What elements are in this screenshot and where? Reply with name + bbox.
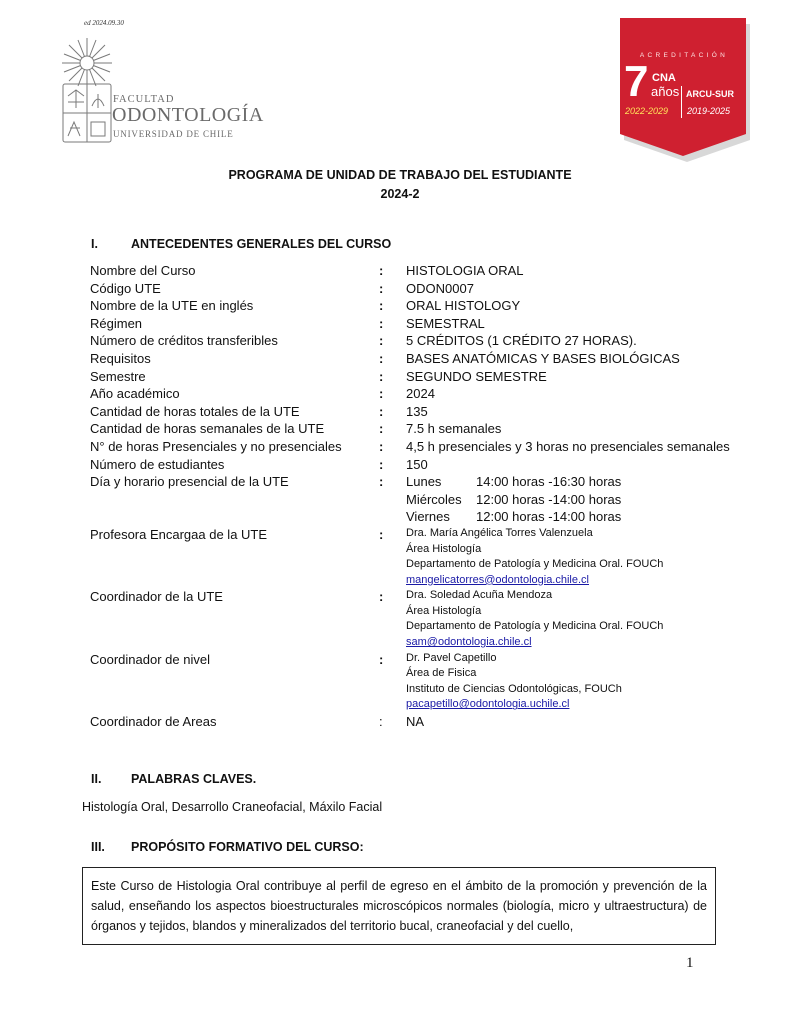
person-details <box>406 651 730 713</box>
info-value: 135 <box>406 403 428 419</box>
info-row-students <box>90 456 730 474</box>
edition-label: ed 2024.09.30 <box>84 19 124 27</box>
person-department: Instituto de Ciencias Odontológicas, FOUCh <box>406 682 622 695</box>
person-name: Dra. María Angélica Torres Valenzuela <box>406 526 593 539</box>
section-3-title: PROPÓSITO FORMATIVO DEL CURSO: <box>131 840 364 854</box>
info-label: Coordinador de nivel <box>90 651 210 667</box>
info-colon: : <box>379 438 384 454</box>
info-colon: : <box>379 714 383 730</box>
document-title: PROGRAMA DE UNIDAD DE TRABAJO DEL ESTUDIANTE <box>228 168 572 182</box>
info-value: NA <box>406 714 425 730</box>
schedule-day: Miércoles <box>406 491 462 507</box>
badge-arcu-period: 2019-2025 <box>687 106 731 116</box>
person-department: Departamento de Patología y Medicina Oral. FOUCh <box>406 620 664 633</box>
purpose-text-box: Este Curso de Histologia Oral contribuye al perfil de egreso en el ámbito de la promoción y prevención de la salud, enseñando los aspectos bioestructurales microscópicos normales (biología, micro y ultraestructura) de órganos y tejidos, blandos y mineralizados del territorio bucal, craneofacial y del cuello, <box>82 867 716 945</box>
info-row-weekly-hours <box>90 420 730 438</box>
person-email-link[interactable]: sam@odontologia.chile.cl <box>406 636 532 649</box>
info-colon: : <box>379 298 384 314</box>
info-label: Número de créditos transferibles <box>90 333 278 349</box>
info-value: SEMESTRAL <box>406 315 485 331</box>
info-row-regime <box>90 315 730 333</box>
person-area: Área de Fisica <box>406 667 477 680</box>
person-department: Departamento de Patología y Medicina Oral. FOUCh <box>406 558 664 571</box>
person-area: Área Histología <box>406 604 482 617</box>
info-row-professor <box>90 526 730 588</box>
section-2-title: PALABRAS CLAVES. <box>131 772 257 786</box>
schedule-item <box>406 473 730 491</box>
info-row-schedule <box>90 473 730 526</box>
section-2-number: II. <box>91 772 102 786</box>
info-row-english-name <box>90 297 730 315</box>
info-value: SEGUNDO SEMESTRE <box>406 368 547 384</box>
info-colon: : <box>379 526 384 542</box>
document-period: 2024-2 <box>380 187 420 201</box>
badge-years-number: 7 <box>624 57 649 106</box>
info-colon: : <box>379 386 384 402</box>
info-colon: : <box>379 474 384 490</box>
keywords-text: Histología Oral, Desarrollo Craneofacial, Máxilo Facial <box>82 800 383 814</box>
info-label: Cantidad de horas totales de la UTE <box>90 403 300 419</box>
info-label: Profesora Encargaa de la UTE <box>90 526 268 542</box>
info-colon: : <box>379 333 384 349</box>
info-colon: : <box>379 368 384 384</box>
info-label: Requisitos <box>90 350 151 366</box>
info-colon: : <box>379 263 384 278</box>
info-colon: : <box>379 589 384 605</box>
person-email-link[interactable]: mangelicatorres@odontologia.chile.cl <box>406 573 589 586</box>
person-area: Área Histología <box>406 542 482 555</box>
info-label: Año académico <box>90 386 180 402</box>
badge-ribbon-text: ACREDITACIÓN <box>639 52 729 59</box>
info-colon: : <box>379 651 384 667</box>
info-row-presential-hours <box>90 438 730 456</box>
info-label: Nombre del Curso <box>90 263 196 278</box>
schedule-time: 14:00 horas -16:30 horas <box>476 474 622 490</box>
schedule-item <box>406 491 730 509</box>
info-value: 4,5 h presenciales y 3 horas no presenciales semanales <box>406 438 730 454</box>
info-row-area-coordinator <box>90 713 730 731</box>
schedule-day: Viernes <box>406 509 450 525</box>
person-details <box>406 588 730 650</box>
badge-cna-period: 2022-2029 <box>625 106 669 116</box>
person-details <box>406 526 730 588</box>
badge-arcu-label: ARCU-SUR <box>686 89 734 99</box>
logo-odontologia-word: ODONTOLOGÍA <box>112 104 264 126</box>
section-1-title: ANTECEDENTES GENERALES DEL CURSO <box>131 237 392 251</box>
info-colon: : <box>379 350 384 366</box>
info-colon: : <box>379 421 384 437</box>
info-label: Código UTE <box>90 280 161 296</box>
info-colon: : <box>379 280 384 296</box>
info-colon: : <box>379 403 384 419</box>
info-value: HISTOLOGIA ORAL <box>406 263 524 278</box>
info-label: Coordinador de Areas <box>90 714 217 730</box>
info-label: Coordinador de la UTE <box>90 589 223 605</box>
info-row-level-coordinator <box>90 651 730 713</box>
section-3-number: III. <box>91 840 105 854</box>
info-value: 150 <box>406 456 428 472</box>
schedule-list <box>406 473 730 526</box>
logo-university-word: UNIVERSIDAD DE CHILE <box>113 129 234 139</box>
badge-years-word: años <box>651 84 680 99</box>
info-row-total-hours <box>90 403 730 421</box>
info-value: BASES ANATÓMICAS Y BASES BIOLÓGICAS <box>406 350 680 366</box>
page-number: 1 <box>686 955 694 971</box>
schedule-day: Lunes <box>406 474 442 490</box>
info-value: 2024 <box>406 386 435 402</box>
info-value: ODON0007 <box>406 280 474 296</box>
schedule-item <box>406 508 730 526</box>
badge-cna-label: CNA <box>652 72 676 84</box>
info-row-requirements <box>90 350 730 368</box>
person-name: Dra. Soledad Acuña Mendoza <box>406 589 553 602</box>
schedule-time: 12:00 horas -14:00 horas <box>476 491 622 507</box>
info-row-credits <box>90 332 730 350</box>
info-label: Número de estudiantes <box>90 456 225 472</box>
schedule-time: 12:00 horas -14:00 horas <box>476 509 622 525</box>
person-email-link[interactable]: pacapetillo@odontologia.uchile.cl <box>406 698 570 711</box>
info-colon: : <box>379 456 384 472</box>
info-row-code <box>90 280 730 298</box>
info-row-academic-year <box>90 385 730 403</box>
info-row-semester <box>90 368 730 386</box>
badge-divider <box>681 86 682 118</box>
info-row-course-name <box>90 262 730 280</box>
info-label: Régimen <box>90 315 143 331</box>
info-label: Semestre <box>90 368 146 384</box>
logo-faculty-word: FACULTAD <box>113 94 175 105</box>
info-row-coordinator <box>90 588 730 650</box>
info-colon: : <box>379 315 384 331</box>
info-value: 7.5 h semanales <box>406 421 502 437</box>
info-label: N° de horas Presenciales y no presenciales <box>90 438 342 454</box>
info-value: 5 CRÉDITOS (1 CRÉDITO 27 HORAS). <box>406 333 637 349</box>
info-label: Cantidad de horas semanales de la UTE <box>90 421 325 437</box>
person-name: Dr. Pavel Capetillo <box>406 651 497 664</box>
course-info-table <box>90 262 730 731</box>
info-label: Día y horario presencial de la UTE <box>90 474 289 490</box>
info-label: Nombre de la UTE en inglés <box>90 298 254 314</box>
info-value: ORAL HISTOLOGY <box>406 298 521 314</box>
section-1-number: I. <box>91 237 98 251</box>
